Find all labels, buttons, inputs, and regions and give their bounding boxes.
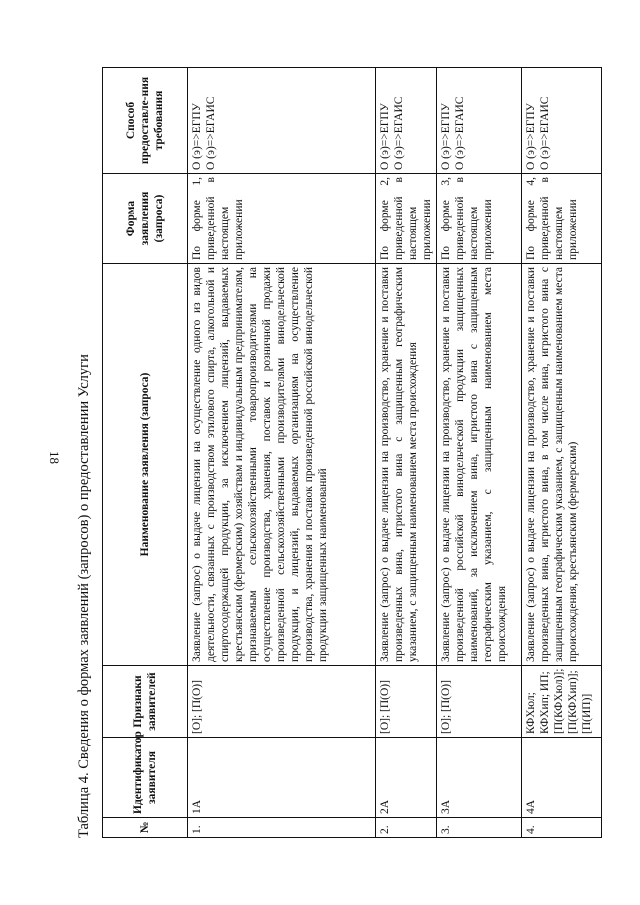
page-number: 18	[47, 451, 62, 464]
cell-form: По форме 2, приведенной в настоящем приложении	[376, 174, 437, 264]
method-egpu: О (э)=>ЕГПУ	[525, 103, 538, 170]
header-form: Форма заявления (запроса)	[103, 174, 188, 264]
cell-signs: [О]; [П(О)]	[437, 666, 522, 738]
cell-num: 3.	[437, 818, 522, 838]
cell-num: 2.	[376, 818, 437, 838]
method-egpu: О (э)=>ЕГПУ	[440, 103, 453, 170]
cell-name: Заявление (запрос) о выдаче лицензии на производство, хранение и поставки произведенных вина, игристого вина, в том числе вина, игристого вина с защищенным географическим указанием, с защищенным наименованием места происхождения, крестьянским (фермерским)	[522, 264, 602, 666]
table-header-row	[103, 68, 188, 838]
cell-signs: [О]; [П(О)]	[376, 666, 437, 738]
cell-form: По форме 4, приведенной в настоящем приложении	[522, 174, 602, 264]
method-egais: О (э)=>ЕГАИС	[539, 96, 552, 170]
cell-form: По форме 1, приведенной в настоящем приложении	[188, 174, 376, 264]
header-id: Идентификатор заявителя	[103, 738, 188, 818]
header-num: №	[103, 818, 188, 838]
applications-table	[102, 67, 602, 838]
cell-num: 1.	[188, 818, 376, 838]
cell-method	[376, 68, 437, 174]
method-egais: О (э)=>ЕГАИС	[454, 96, 467, 170]
cell-method	[188, 68, 376, 174]
table-row	[188, 68, 376, 838]
cell-signs: [О]; [П(О)]	[188, 666, 376, 738]
cell-form: По форме 3, приведенной в настоящем приложении	[437, 174, 522, 264]
table-row	[437, 68, 522, 838]
header-name: Наименование заявления (запроса)	[103, 264, 188, 666]
table-row	[522, 68, 602, 838]
method-egais: О (э)=>ЕГАИС	[393, 96, 406, 170]
method-egais: О (э)=>ЕГАИС	[205, 96, 218, 170]
rotated-page	[76, 68, 594, 838]
method-egpu: О (э)=>ЕГПУ	[379, 103, 391, 170]
cell-id: 2А	[376, 738, 437, 818]
cell-id: 3А	[437, 738, 522, 818]
cell-method	[522, 68, 602, 174]
cell-name: Заявление (запрос) о выдаче лицензии на производство, хранение и поставки произведенной российской винодельческой продукции защищенных наименований, за исключением вина, игристого вина с защищенным географическим указанием, с защищенным наименованием места происхождения	[437, 264, 522, 666]
cell-method	[437, 68, 522, 174]
header-signs: Признаки заявителей	[103, 666, 188, 738]
cell-name: Заявление (запрос) о выдаче лицензии на производство, хранение и поставки произведенных вина, игристого вина с защищенным географическим указанием, с защищенным наименованием места происхождения	[376, 264, 437, 666]
cell-signs: КФХюл; КФХип; ИП; [П(КФХюл)]; [П(КФХип)]; [П(ИП)]	[522, 666, 602, 738]
method-egpu: О (э)=>ЕГПУ	[191, 103, 203, 170]
table-row	[376, 68, 437, 838]
cell-id: 1А	[188, 738, 376, 818]
table-caption: Таблица 4. Сведения о формах заявлений (запросов) о предоставлении Услуги	[76, 354, 92, 838]
cell-num: 4.	[522, 818, 602, 838]
cell-name: Заявление (запрос) о выдаче лицензии на осуществление одного из видов деятельности, связанных с производством этилового спирта, алкогольной и спиртосодержащей продукции, за исключением лицензий, выдаваемых крестьянским (фермерским) хозяйствам и индивидуальным предпринимателям, признаваемым сельскохозяйственными товаропроизводителями на осуществление производства, хранения, поставок и розничной продажи произведенной сельскохозяйственными производителями винодельческой продукции, и лицензий, выдаваемых организациям на осуществление производства, хранения и поставок произведенной российской винодельческой продукции защищенных наименований	[188, 264, 376, 666]
cell-id: 4А	[522, 738, 602, 818]
header-method: Способ предоставле-ния требования	[103, 68, 188, 174]
